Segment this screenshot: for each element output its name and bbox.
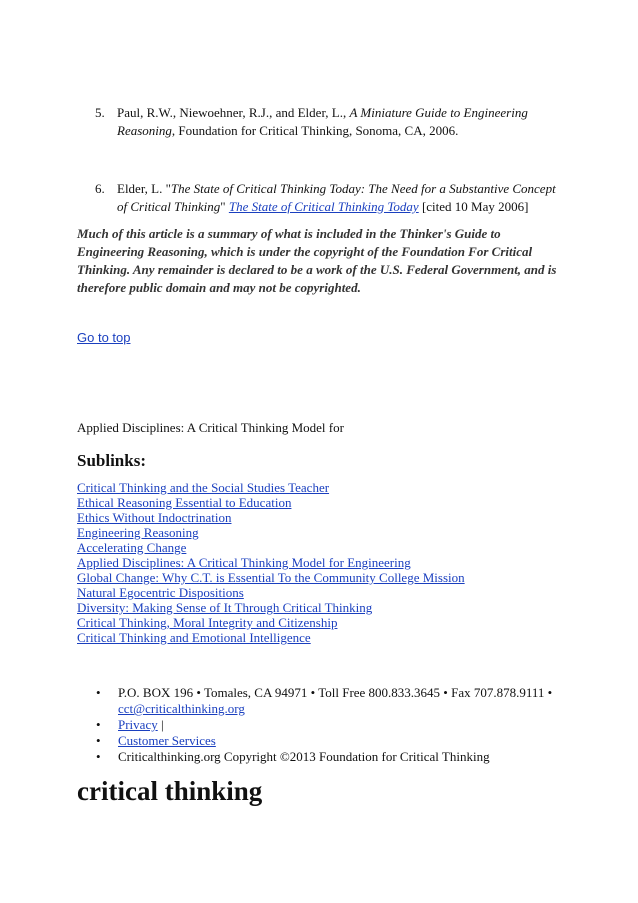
reference-number: 6. <box>95 181 105 196</box>
sublink[interactable]: Accelerating Change <box>77 540 187 555</box>
footer-address: P.O. BOX 196 • Tomales, CA 94971 • Toll Free 800.833.3645 • Fax 707.878.9111 • <box>118 685 553 700</box>
list-item <box>77 480 465 495</box>
email-link[interactable]: cct@criticalthinking.org <box>118 701 245 716</box>
sublink[interactable]: Engineering Reasoning <box>77 525 199 540</box>
list-item <box>77 525 465 540</box>
privacy-separator: | <box>157 717 164 732</box>
list-item <box>77 510 465 525</box>
bullet-icon: • <box>96 717 101 732</box>
reference-title: The State of Critical Thinking Today: The Need for a Substantive Concept <box>170 181 556 196</box>
sublink[interactable]: Diversity: Making Sense of It Through Critical Thinking <box>77 600 373 615</box>
reference-item <box>95 180 565 216</box>
page-title: critical thinking <box>77 776 263 806</box>
sublink[interactable]: Global Change: Why C.T. is Essential To the Community College Mission <box>77 570 465 585</box>
sublink[interactable]: Critical Thinking and Emotional Intelligence <box>77 630 311 645</box>
footer-privacy-item <box>96 717 566 733</box>
footer-address-item <box>96 685 566 717</box>
reference-title-cont: Reasoning <box>117 123 172 138</box>
applied-disciplines-text: Applied Disciplines: A Critical Thinking Model for <box>77 420 344 435</box>
bullet-icon: • <box>96 685 101 700</box>
reference-item <box>95 104 565 140</box>
privacy-link[interactable]: Privacy <box>118 717 158 732</box>
list-item <box>77 615 465 630</box>
customer-services-link[interactable]: Customer Services <box>118 733 216 748</box>
go-to-top-link[interactable]: Go to top <box>77 330 131 345</box>
reference-text: Paul, R.W., Niewoehner, R.J., and Elder, L., A Miniature Guide to Engineering Reasoning, Foundation for Critical Thinking, Sonoma, CA, 2006. <box>117 105 528 138</box>
reference-link[interactable]: The State of Critical Thinking Today <box>228 199 419 214</box>
footer-list <box>96 685 566 765</box>
list-item <box>77 630 465 645</box>
list-item <box>77 600 465 615</box>
sublink[interactable]: Critical Thinking, Moral Integrity and Citizenship <box>77 615 338 630</box>
bullet-icon: • <box>96 733 101 748</box>
footer-customer-services-item <box>96 733 566 749</box>
footer-copyright-item <box>96 749 566 765</box>
sublink[interactable]: Ethical Reasoning Essential to Education <box>77 495 292 510</box>
sublink[interactable]: Ethics Without Indoctrination <box>77 510 232 525</box>
reference-title-cont: of Critical Thinking <box>117 199 221 214</box>
sublinks-list <box>77 480 465 645</box>
copyright-text: Criticalthinking.org Copyright ©2013 Foundation for Critical Thinking <box>118 749 490 764</box>
reference-number: 5. <box>95 105 105 120</box>
reference-text: Elder, L. "The State of Critical Thinking Today: The Need for a Substantive Concept of Critical Thinking" The State of Critical Thinking Today [cited 10 May 2006] <box>117 181 556 214</box>
list-item <box>77 570 465 585</box>
sublink[interactable]: Natural Egocentric Dispositions <box>77 585 244 600</box>
sublink[interactable]: Critical Thinking and the Social Studies Teacher <box>77 480 330 495</box>
reference-title: A Miniature Guide to Engineering <box>349 105 528 120</box>
list-item <box>77 555 465 570</box>
list-item <box>77 585 465 600</box>
sublinks-heading: Sublinks: <box>77 451 146 470</box>
bullet-icon: • <box>96 749 101 764</box>
copyright-note: Much of this article is a summary of what is included in the Thinker's Guide to Engineering Reasoning, which is under the copyright of the Foundation For Critical Thinking. Any remainder is declared to be a work of the U.S. Federal Government, and is therefore public domain and may not be copyrighted. <box>77 226 557 295</box>
list-item <box>77 495 465 510</box>
list-item <box>77 540 465 555</box>
sublink[interactable]: Applied Disciplines: A Critical Thinking Model for Engineering <box>77 555 411 570</box>
